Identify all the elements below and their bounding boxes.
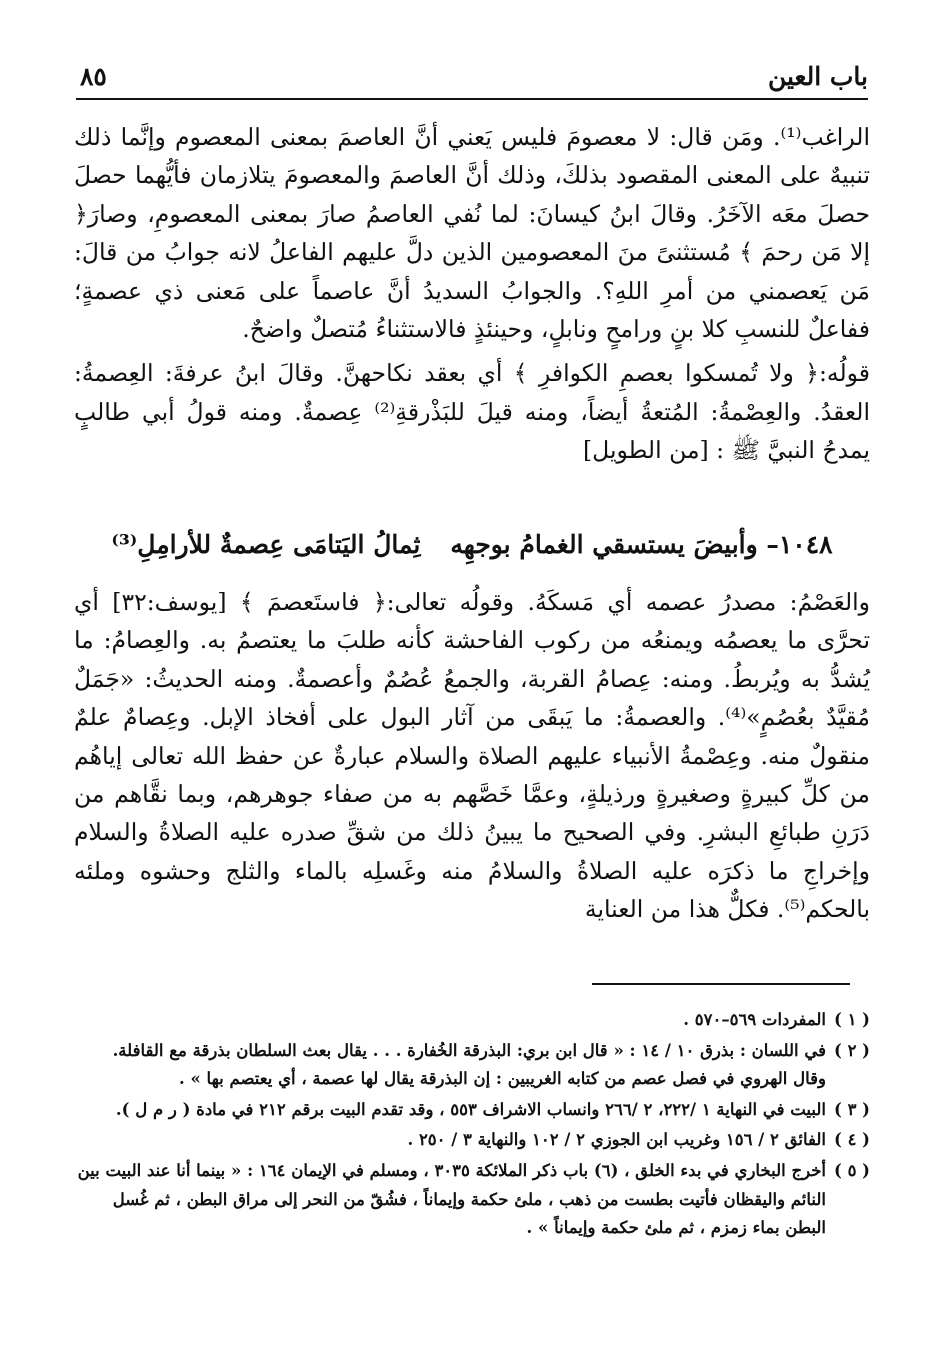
footnote-2 [74,1037,870,1094]
footnote-number: ( ٤ ) [834,1130,870,1150]
footnote-number: ( ٣ ) [834,1099,870,1119]
verse-number: ١٠٤٨ [778,530,833,559]
footnote-number: ( ٥ ) [834,1160,870,1180]
paragraph-2: قولُه:﴿ ولا تُمسكوا بعصمِ الكوافرِ ﴾ أي بعقد نكاحهنَّ. وقالَ ابنُ عرفةَ: العِصمةُ: العقدُ. والعِصْمةُ: المُتعةُ أيضاً، ومنه قيلَ للبَذْرقةِ⁽²⁾ عِصمةٌ. ومنه قولُ أبي طالبٍ يمدحُ النبيَّ ﷺ : [من الطويل] [74,359,870,465]
footnote-text: أخرج البخاري في بدء الخلق ، (٦) باب ذكر الملائكة ٣٠٣٥ ، ومسلم في الإيمان ١٦٤ : « بينما أنا عند البيت بين النائم واليقظان فأتيت بطست من ذهب ، ملئ حكمة وإيماناً ، فشُقّ من النحر إلى مراق البطن ، ثم غُسل البطن بماء زمزم ، ثم ملئ حكمة وإيماناً » . [77,1160,826,1238]
footnote-text: في اللسان : بذرق ١٠ / ١٤ : « قال ابن بري: البذرقة الخُفارة . . . يقال بعث السلطان بذرقة مع القافلة. وقال الهروي في فصل عصم من كتابه الغريبين : إن البذرقة يقال لها عصمة ، أي يعتصم بها » . [112,1040,826,1089]
paragraph-1: الراغب⁽¹⁾. ومَن قال: لا معصومَ فليس يَعني أنَّ العاصمَ بمعنى المعصوم وإنَّما ذلك تنبيهٌ على المعنى المقصود بذلكَ، وذلك أنَّ العاصمَ والمعصومَ يتلازمان فأيُّهما حصلَ حصلَ معَه الآخَرُ. وقالَ ابنُ كيسانَ: لما نُفي العاصمُ صارَ بمعنى المعصومِ، وصارَ﴿ إلا مَن رحمَ ﴾ مُستثنىً منَ المعصومين الذين دلَّ عليهم الفاعلُ لانه جوابُ من قالَ: مَن يَعصمني من أمرِ اللهِ؟. والجوابُ السديدُ أنَّ عاصماً على مَعنى ذي عصمةٍ؛ ففاعلٌ للنسبِ كلا بنٍ ورامحٍ ونابلٍ، وحينئذٍ فالاستثناءُ مُتصلٌ واضحٌ. [74,123,870,344]
footnotes [74,1006,870,1245]
footnote-3 [74,1096,870,1125]
footnote-number: ( ١ ) [834,1010,870,1029]
footnote-text: المفردات ٥٦٩–٥٧٠ . [683,1010,826,1029]
footnote-divider [592,983,850,985]
footnote-text: الفائق ٢ / ١٥٦ وغريب ابن الجوزي ٢ / ١٠٢ والنهاية ٣ / ٢٥٠ . [407,1130,826,1150]
chapter-title: باب العين [767,62,868,91]
footnote-number: ( ٢ ) [834,1040,870,1060]
footnote-5 [74,1157,870,1243]
page-number: ٨٥ [80,62,107,91]
main-text-top [74,118,870,470]
page-header [76,58,868,100]
main-text-bottom [74,583,870,929]
poetry-verse [74,530,870,559]
footnote-text: البيت في النهاية ١ /٢٢٢، ٢ /٢٦٦ وانساب الاشراف ٥٥٣ ، وقد تقدم البيت برقم ٢١٢ في مادة ( ر م ل ). [115,1099,826,1119]
footnote-4 [74,1126,870,1155]
paragraph-3: والعَصْمُ: مصدرُ عصمه أي مَسكَهُ. وقولُه تعالى:﴿ فاستَعصمَ ﴾ [يوسف:٣٢] أي تحرَّى ما يعصمُه ويمنعُه من ركوب الفاحشة كأنه طلبَ ما يعتصمُ به. والعِصامُ: ما يُشدُّ به ويُربطُ. ومنه: عِصامُ القربة، والجمعُ عُصُمٌ وأعصمةٌ. ومنه الحديثُ: «جَمَلٌ مُقيَّدٌ بعُصُمٍ»⁽⁴⁾. والعصمةُ: ما يَبقَى من آثار البول على أفخاذ الإبل. وعِصامٌ علمٌ منقولٌ منه. وعِصْمةُ الأنبياء عليهم الصلاة والسلام عبارةٌ عن حفظ الله تعالى إياهُم من كلِّ كبيرةٍ وصغيرةٍ ورذيلةٍ، وعمَّا خَصَّهم به من صفاء جوهرهم، وبما نقَّاهم من دَرَنِ طبائعِ البشرِ. وفي الصحيح ما يبينُ ذلك من شقِّ صدره عليه الصلاةُ والسلام وإخراجِ ما ذكرَه عليه الصلاةُ والسلامُ منه وغَسلِه بالماء والثلج وحشوه وملئه بالحكم⁽⁵⁾. فكلٌّ هذا من العناية [74,588,871,924]
footnote-1 [74,1006,870,1035]
verse-hemistich-1: – وأبيضَ يستسقي الغمامُ بوجهِه [450,530,779,559]
verse-hemistich-2: ثِمالُ اليَتامَى عِصمةٌ للأرامِلِ⁽³⁾ [111,530,421,559]
